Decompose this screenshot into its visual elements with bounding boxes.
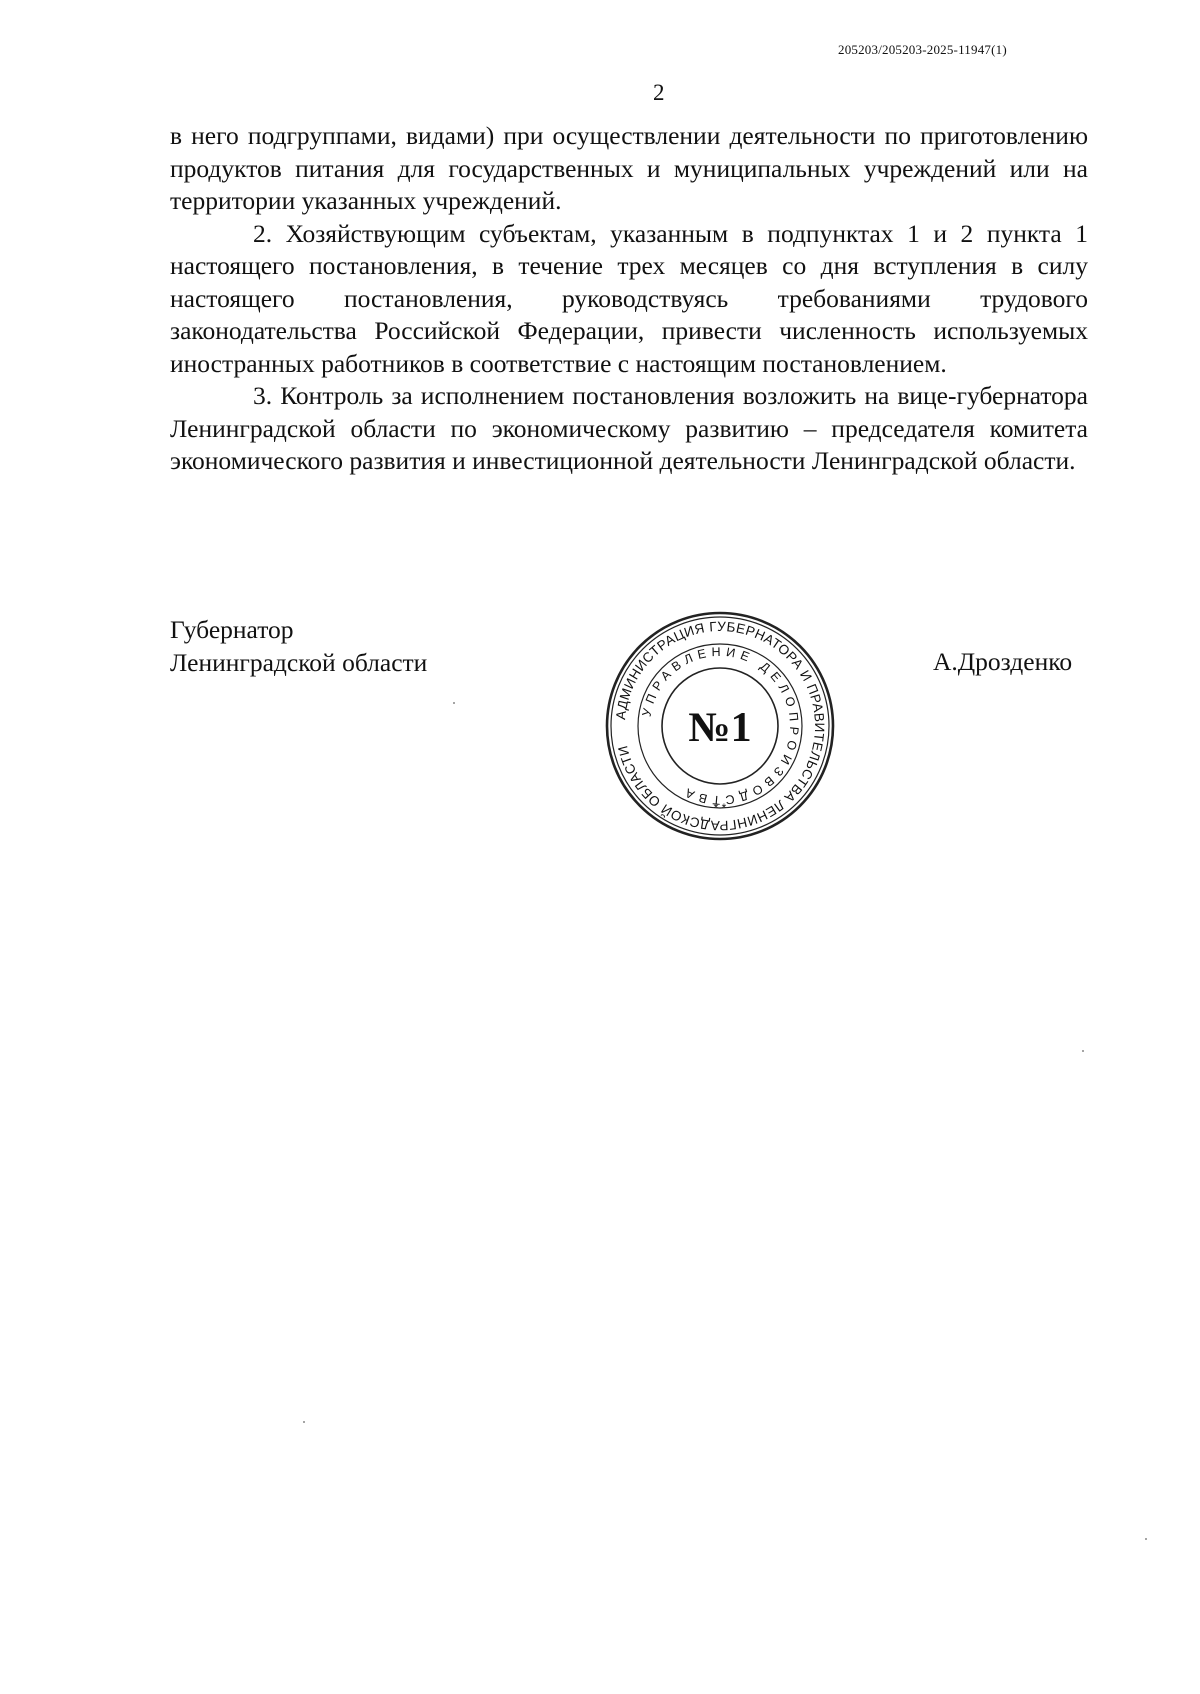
seal-number: №1 <box>688 705 752 751</box>
scan-speck <box>453 702 455 704</box>
paragraph-continuation: в него подгруппами, видами) при осуществлении деятельности по приготовлению продуктов питания для государственных и муниципальных учреждений или на территории указанных учреждений. <box>170 121 1088 215</box>
document-body <box>170 120 1088 478</box>
document-id: 205203/205203-2025-11947(1) <box>838 42 1007 57</box>
seal-stars: * * <box>713 801 727 815</box>
scan-speck <box>1082 1050 1084 1052</box>
official-seal <box>602 608 838 844</box>
paragraph-3: 3. Контроль за исполнением постановления возложить на вице-губернатора Ленинградской области по экономическому развитию – председателя комитета экономического развития и инвестиционной деятельности Ленинградской области. <box>170 381 1088 475</box>
signature-title-line1: Губернатор <box>170 615 294 644</box>
signature-title <box>170 614 427 679</box>
seal-inner-text: УПРАВЛЕНИЕ ДЕЛОПРОИЗВОДСТВА <box>639 644 802 808</box>
scan-speck <box>303 1421 305 1423</box>
scan-speck <box>1145 1538 1147 1540</box>
seal-outer-text: АДМИНИСТРАЦИЯ ГУБЕРНАТОРА И ПРАВИТЕЛЬСТВА ЛЕНИНГРАДСКОЙ ОБЛАСТИ <box>613 618 828 834</box>
signature-name: А.Дрозденко <box>933 647 1073 676</box>
signature-title-line2: Ленинградской области <box>170 647 428 677</box>
page-number: 2 <box>653 80 665 105</box>
paragraph-2: 2. Хозяйствующим субъектам, указанным в подпунктах 1 и 2 пункта 1 настоящего постановления, в течение трех месяцев со дня вступления в силу настоящего постановления, руководствуясь требованиями трудового законодательства Российской Федерации, привести численность используемых иностранных работников в соответствие с настоящим постановлением. <box>170 218 1088 378</box>
